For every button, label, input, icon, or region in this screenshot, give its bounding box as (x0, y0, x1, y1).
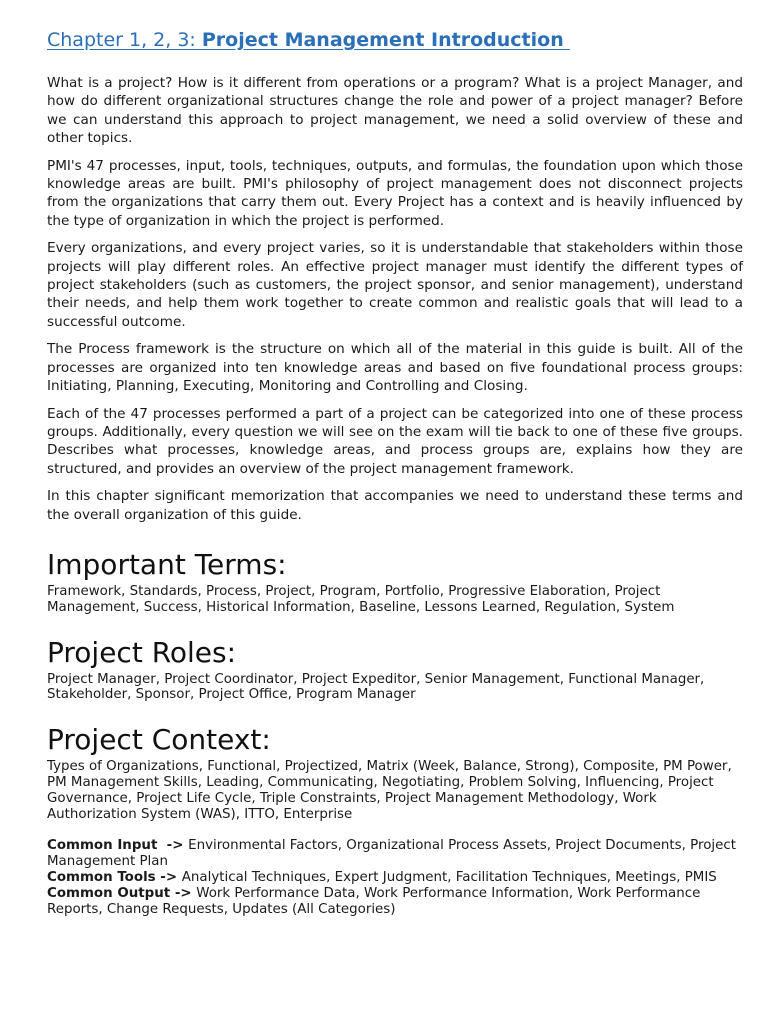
chapter-title (47, 26, 743, 54)
common-output-label: Common Output -> (47, 885, 197, 901)
paragraph-process-groups: Each of the 47 processes performed a part of a project can be categorized into one of these process groups. Additionally, every question we will see on the exam will tie back to one of these five groups. Describes what processes, knowledge areas, and process groups are, explains how they are structured, and provides an overview of the project management framework. (47, 405, 743, 477)
common-tools-row (47, 870, 743, 886)
project-context-heading: Project Context: (47, 723, 271, 757)
paragraph-pmi-processes: PMI's 47 processes, input, tools, techniques, outputs, and formulas, the foundation upon which those knowledge areas are built. PMI's philosophy of project management does not disconnect projects from the organizations that carry them out. Every Project has a context and is heavily influenced by the type of organization in which the project is performed. (47, 157, 743, 229)
chapter-prefix: Chapter 1, 2, 3: (47, 29, 202, 51)
paragraph-process-framework: The Process framework is the structure on which all of the material in this guide is built. All of the processes are organized into ten knowledge areas and based on five foundational process groups: Initiating, Planning, Executing, Monitoring and Controlling and Closing. (47, 341, 743, 395)
common-tools-label: Common Tools -> (47, 869, 182, 885)
common-input-text: Environmental Factors, Organizational Process Assets, Project Documents, Project Management Plan (47, 838, 736, 870)
common-output-row (47, 886, 743, 918)
chapter-trailing (564, 29, 570, 51)
important-terms-list: Framework, Standards, Process, Project, Program, Portfolio, Progressive Elaboration, Project Management, Success, Historical Information, Baseline, Lessons Learned, Regulation, System (47, 583, 675, 615)
project-context-list: Types of Organizations, Functional, Projectized, Matrix (Week, Balance, Strong), Composite, PM Power, PM Management Skills, Leading, Communicating, Negotiating, Problem Solving, Influencing, Project Governance, Project Life Cycle, Triple Constraints, Project Management Methodology, Work Authorization System (WAS), ITTO, Enterprise (47, 759, 732, 822)
common-output-text: Work Performance Data, Work Performance Information, Work Performance Reports, Change Requests, Updates (All Categories) (47, 885, 701, 917)
common-input-label: Common Input -> (47, 838, 189, 854)
important-terms-heading: Important Terms: (47, 547, 287, 581)
project-roles-heading: Project Roles: (47, 635, 237, 669)
project-roles-list: Project Manager, Project Coordinator, Project Expeditor, Senior Management, Functional Manager, Stakeholder, Sponsor, Project Office, Program Manager (47, 671, 705, 703)
common-input-row (47, 838, 743, 870)
paragraph-stakeholders: Every organizations, and every project varies, so it is understandable that stakeholders within those projects will play different roles. An effective project manager must identify the different types of project stakeholders (such as customers, the project sponsor, and senior management), understand their needs, and help them work together to create common and realistic goals that will lead to a successful outcome. (47, 240, 743, 330)
common-tools-text: Analytical Techniques, Expert Judgment, Facilitation Techniques, Meetings, PMIS (181, 869, 717, 885)
chapter-heading: Project Management Introduction (201, 29, 564, 51)
common-ittos (47, 838, 743, 917)
paragraph-memorization: In this chapter significant memorization that accompanies we need to understand these terms and the overall organization of this guide. (47, 488, 743, 523)
paragraph-what-is-project: What is a project? How is it different from operations or a program? What is a project Manager, and how do different organizational structures change the role and power of a project manager? Before we can understand this approach to project management, we need a solid overview of these and other topics. (47, 75, 743, 147)
